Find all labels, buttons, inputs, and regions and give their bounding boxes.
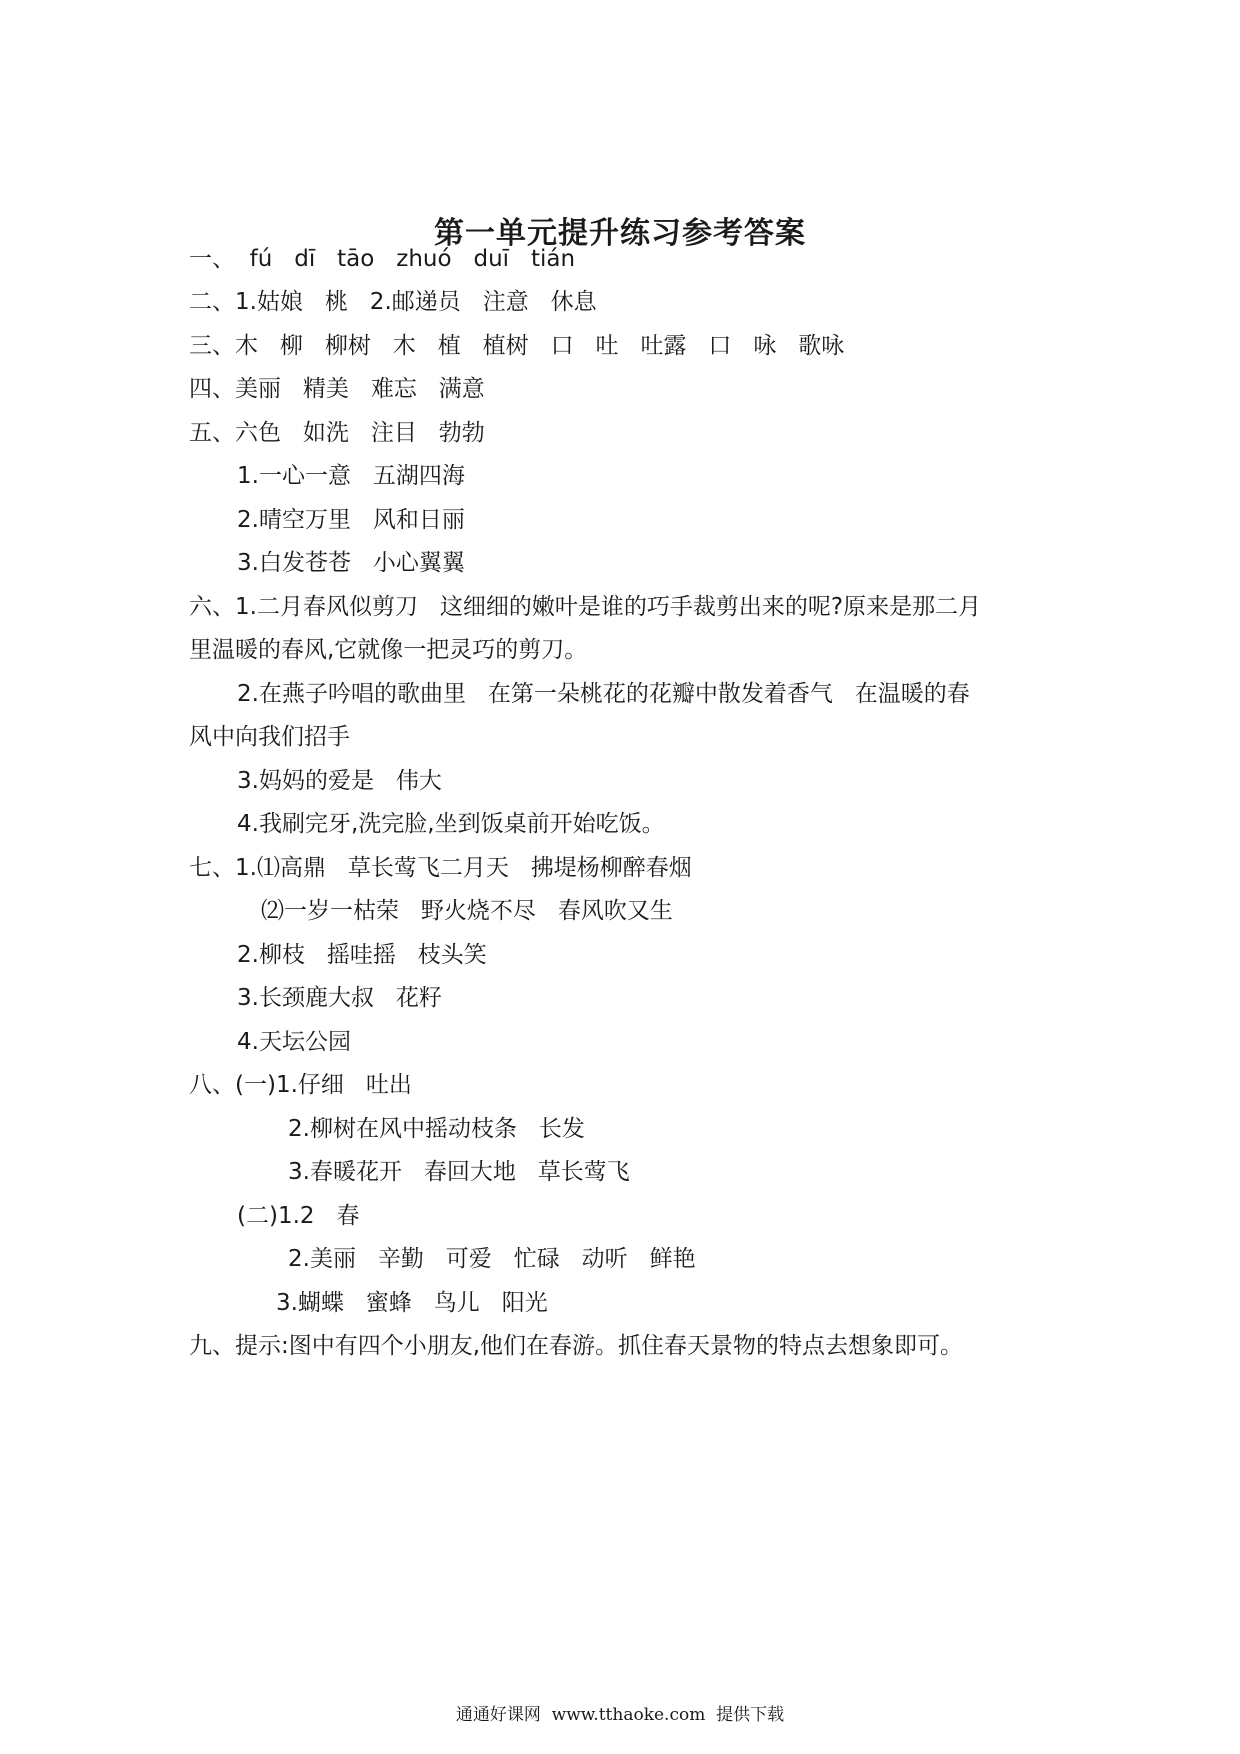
answer-line-6: 1.一心一意 五湖四海 xyxy=(237,463,465,489)
answer-line-20: 八、(一)1.仔细 吐出 xyxy=(189,1072,412,1098)
answer-line-10: 里温暖的春风,它就像一把灵巧的剪刀。 xyxy=(189,637,588,663)
answer-line-22: 3.春暖花开 春回大地 草长莺飞 xyxy=(288,1159,630,1185)
answer-line-12: 风中向我们招手 xyxy=(189,724,350,750)
answer-line-24: 2.美丽 辛勤 可爱 忙碌 动听 鲜艳 xyxy=(288,1246,696,1272)
answer-line-19: 4.天坛公园 xyxy=(237,1029,351,1055)
answer-line-8: 3.白发苍苍 小心翼翼 xyxy=(237,550,465,576)
answer-line-13: 3.妈妈的爱是 伟大 xyxy=(237,768,442,794)
answer-line-1: 一、 fú dī tāo zhuó duī tián xyxy=(189,246,576,272)
page-title: 第一单元提升练习参考答案 xyxy=(434,216,806,251)
answer-line-25: 3.蝴蝶 蜜蜂 鸟儿 阳光 xyxy=(276,1290,548,1316)
answer-line-5: 五、六色 如洗 注目 勃勃 xyxy=(189,420,485,446)
answer-line-2: 二、1.姑娘 桃 2.邮递员 注意 休息 xyxy=(189,289,597,315)
answer-line-11: 2.在燕子吟唱的歌曲里 在第一朵桃花的花瓣中散发着香气 在温暖的春 xyxy=(237,681,970,707)
answer-line-26: 九、提示:图中有四个小朋友,他们在春游。抓住春天景物的特点去想象即可。 xyxy=(189,1333,964,1359)
answer-line-21: 2.柳树在风中摇动枝条 长发 xyxy=(288,1116,585,1142)
answer-line-7: 2.晴空万里 风和日丽 xyxy=(237,507,465,533)
footer-source: 通通好课网 www.tthaoke.com 提供下载 xyxy=(455,1705,785,1725)
answer-line-3: 三、木 柳 柳树 木 植 植树 口 吐 吐露 口 咏 歌咏 xyxy=(189,333,845,359)
answer-line-9: 六、1.二月春风似剪刀 这细细的嫩叶是谁的巧手裁剪出来的呢?原来是那二月 xyxy=(189,594,982,620)
answer-line-18: 3.长颈鹿大叔 花籽 xyxy=(237,985,442,1011)
answer-line-17: 2.柳枝 摇哇摇 枝头笑 xyxy=(237,942,487,968)
answer-line-15: 七、1.⑴高鼎 草长莺飞二月天 拂堤杨柳醉春烟 xyxy=(189,855,692,881)
answer-line-14: 4.我刷完牙,洗完脸,坐到饭桌前开始吃饭。 xyxy=(237,811,665,837)
answer-line-23: (二)1.2 春 xyxy=(237,1203,360,1229)
answer-line-16: ⑵一岁一枯荣 野火烧不尽 春风吹又生 xyxy=(261,898,673,924)
answer-line-4: 四、美丽 精美 难忘 满意 xyxy=(189,376,485,402)
